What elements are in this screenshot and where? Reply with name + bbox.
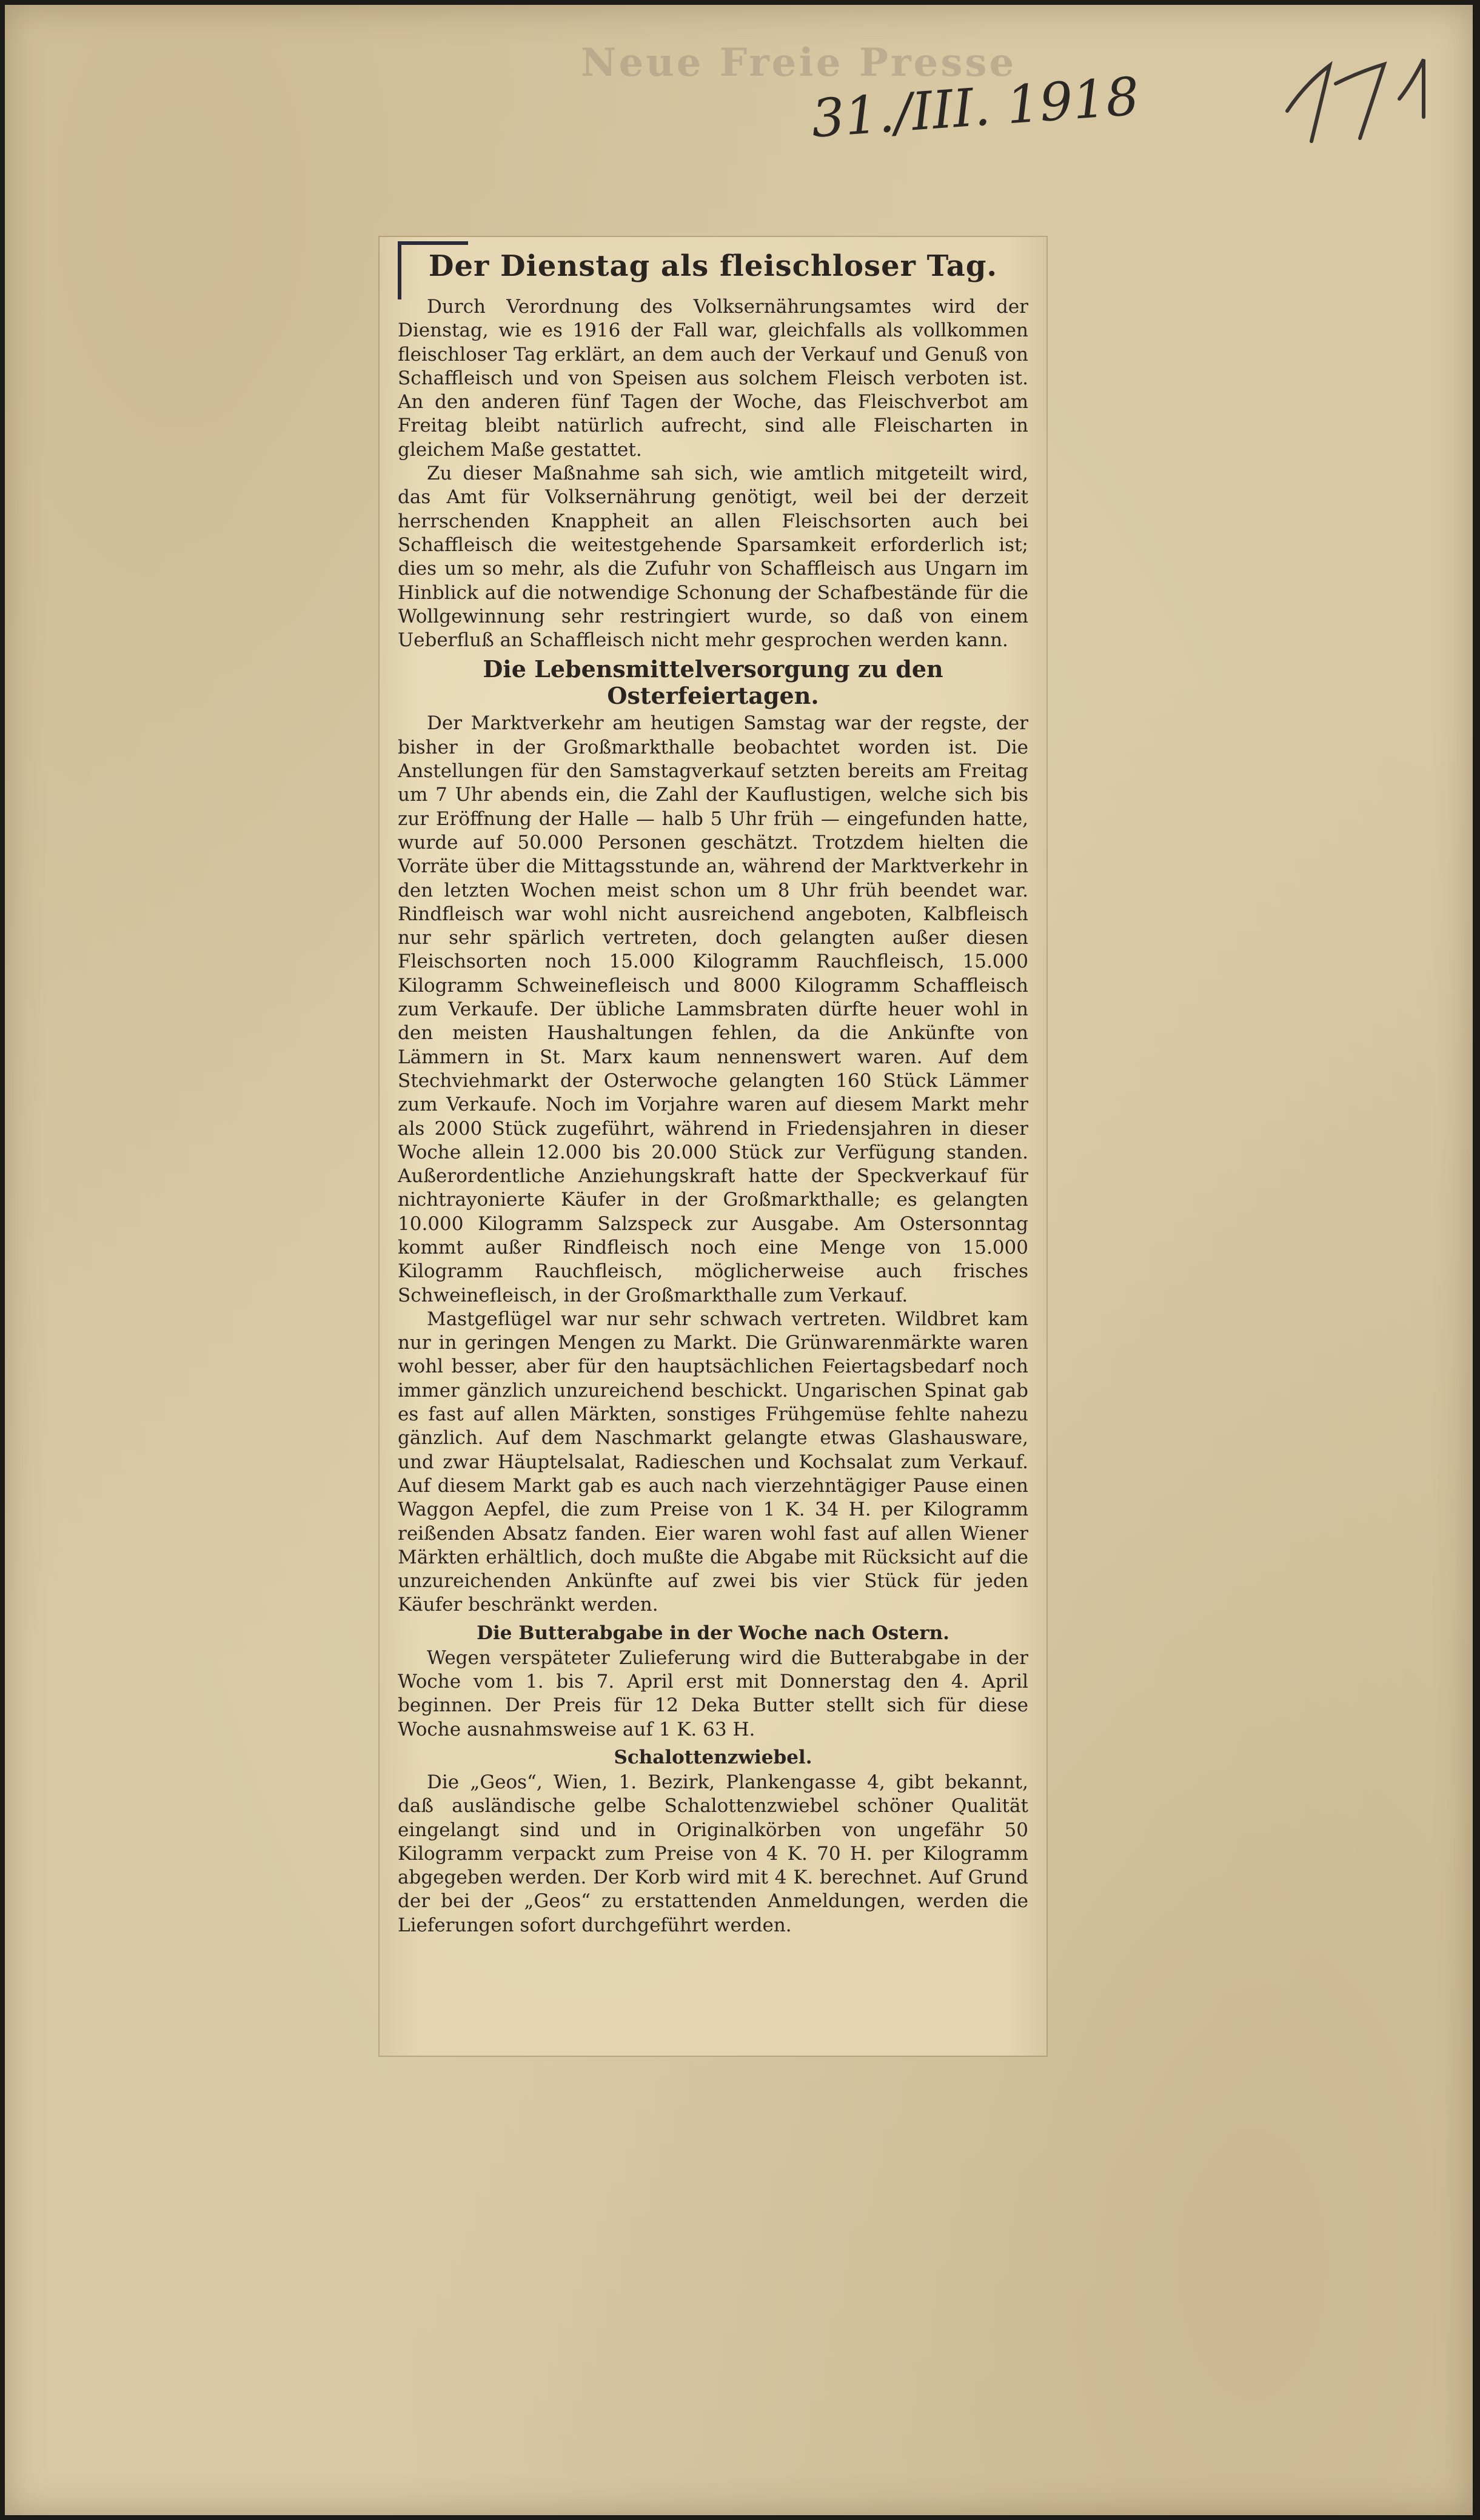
handwritten-date: 31./III. 1918 <box>809 66 1142 150</box>
article-paragraph: Wegen verspäteter Zulieferung wird die Butterabgabe in der Woche vom 1. bis 7. April erst mit Donnerstag den 4. April beginnen. Der Preis für 12 Deka Butter stellt sich für diese Woche ausnahmsweise auf 1 K. 63 H. <box>398 1646 1028 1740</box>
handwritten-archive-number <box>1269 41 1445 144</box>
article-paragraph: Der Marktverkehr am heutigen Samstag war der regste, der bisher in der Großmarkthalle beobachtet worden ist. Die Anstellungen für den Samstagverkauf setzten bereits am Freitag um 7 Uhr abends ein, die Zahl der Kauflustigen, welche sich bis zur Eröffnung der Halle — halb 5 Uhr früh — eingefunden hatte, wurde auf 50.000 Personen geschätzt. Trotzdem hielten die Vorräte über die Mittagsstunde an, während der Marktverkehr in den letzten Wochen meist schon um 8 Uhr früh beendet war. Rindfleisch war wohl nicht ausreichend angeboten, Kalbfleisch nur sehr spärlich vertreten, doch gelangten außer diesen Fleischsorten noch 15.000 Kilogramm Rauchfleisch, 15.000 Kilogramm Schweinefleisch und 8000 Kilogramm Schaffleisch zum Verkaufe. Der übliche Lammsbraten dürfte heuer wohl in den meisten Haushaltungen fehlen, da die Ankünfte von Lämmern in St. Marx kaum nennenswert waren. Auf dem Stechviehmarkt der Osterwoche gelangten 160 Stück Lämmer zum Verkaufe. Noch im Vorjahre waren auf diesem Markt mehr als 2000 Stück zugeführt, während in Friedensjahren in dieser Woche allein 12.000 bis 20.000 Stück zur Verfügung standen. Außerordentliche Anziehungskraft hatte der Speckverkauf für nichtrayonierte Käufer in der Großmarkthalle; es gelangten 10.000 Kilogramm Salzspeck zur Ausgabe. Am Ostersonntag kommt außer Rindfleisch noch eine Menge von 15.000 Kilogramm Rauchfleisch, möglicherweise auch frisches Schweinefleisch, in der Großmarkthalle zum Verkauf. <box>398 712 1028 1306</box>
section-heading-easter-supply: Die Lebensmittelversorgung zu den Osterfeiertagen. <box>483 655 943 710</box>
article-paragraph: Durch Verordnung des Volksernährungsamtes wird der Dienstag, wie es 1916 der Fall war, gleichfalls als vollkommen fleischloser Tag erklärt, an dem auch der Verkauf und Genuß von Schaffleisch und von Speisen aus solchem Fleisch verboten ist. An den anderen fünf Tagen der Woche, das Fleischverbot am Freitag bleibt natürlich aufrecht, sind alle Fleischarten in gleichem Maße gestattet. <box>398 296 1028 461</box>
article-title: Der Dienstag als fleischloser Tag. <box>428 249 998 283</box>
archive-sheet <box>5 5 1473 2515</box>
article-paragraph: Die „Geos“, Wien, 1. Bezirk, Plankengasse 4, gibt bekannt, daß ausländische gelbe Schalottenzwiebel schöner Qualität eingelangt sind und in Originalkörben von ungefähr 50 Kilogramm verpackt zum Preise von 4 K. 70 H. per Kilogramm abgegeben werden. Der Korb wird mit 4 K. berechnet. Auf Grund der bei der „Geos“ zu erstattenden Anmeldungen, werden die Lieferungen sofort durchgeführt werden. <box>398 1771 1028 1936</box>
section-heading-shallots: Schalottenzwiebel. <box>614 1746 812 1768</box>
article <box>398 244 1028 1937</box>
article-paragraph: Mastgeflügel war nur sehr schwach vertreten. Wildbret kam nur in geringen Mengen zu Markt. Die Grünwarenmärkte waren wohl besser, aber für den hauptsächlichen Feiertagsbedarf noch immer gänzlich unzureichend beschickt. Ungarischen Spinat gab es fast auf allen Märkten, sonstiges Frühgemüse fehlte nahezu gänzlich. Auf dem Naschmarkt gelangte etwas Glashausware, und zwar Häuptelsalat, Radieschen und Kochsalat zum Verkauf. Auf diesem Markt gab es auch nach vierzehntägiger Pause einen Waggon Aepfel, die zum Preise von 1 K. 34 H. per Kilogramm reißenden Absatz fanden. Eier waren wohl fast auf allen Wiener Märkten erhältlich, doch mußte die Abgabe mit Rücksicht auf die unzureichenden Ankünfte auf zwei bis vier Stück für jeden Käufer beschränkt werden. <box>398 1308 1028 1616</box>
newspaper-clipping <box>380 237 1046 2056</box>
section-heading-butter: Die Butterabgabe in der Woche nach Ostern. <box>477 1622 949 1644</box>
clipping-corner-mark <box>398 241 468 299</box>
article-paragraph: Zu dieser Maßnahme sah sich, wie amtlich mitgeteilt wird, das Amt für Volksernährung genötigt, weil bei der derzeit herrschenden Knappheit an allen Fleischsorten auch bei Schaffleisch die weitestgehende Sparsamkeit erforderlich ist; dies um so mehr, als die Zufuhr von Schaffleisch aus Ungarn im Hinblick auf die notwendige Schonung der Schafbestände für die Wollgewinnung sehr restringiert wurde, so daß von einem Ueberfluß an Schaffleisch nicht mehr gesprochen werden kann. <box>398 463 1028 652</box>
newspaper-stamp: Neue Freie Presse <box>581 40 1017 85</box>
archive-number <box>1269 41 1445 144</box>
